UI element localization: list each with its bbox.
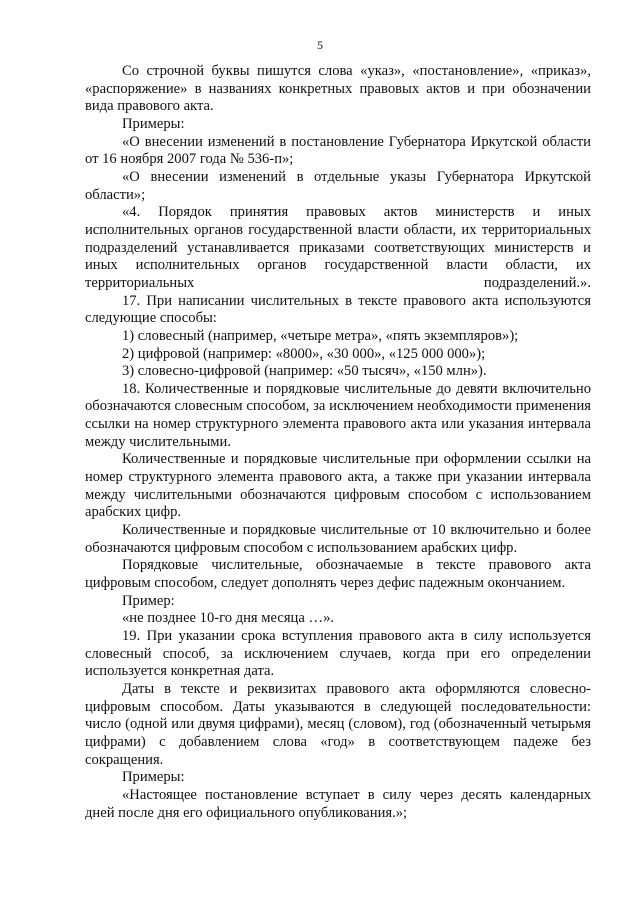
paragraph-examples-heading-2: Примеры:: [122, 769, 185, 786]
document-body: [85, 63, 591, 822]
paragraph-lowercase-rule: Со строчной буквы пишутся слова «указ», «постановление», «приказ», «распоряжение» в названиях конкретных правовых актов и при обозначении вида правового акта.: [85, 63, 591, 115]
paragraph-example-day-of-month: «не позднее 10-го дня месяца …».: [122, 610, 335, 627]
paragraph-dates-format: Даты в тексте и реквизитах правового акта оформляются словесно-цифровым способом. Даты указываются в следующей последовательности: число (одной или двумя цифрами), месяц (словом), год (обозначенный четырьмя цифрами) с добавлением слова «год» в соответствующем падеже без сокращения.: [85, 680, 591, 768]
paragraph-numerals-references: Количественные и порядковые числительные при оформлении ссылки на номер структурного элемента правового акта, а также при указании интервала между числительными обозначаются цифровым способом с использованием арабских цифр.: [85, 451, 591, 521]
list-item-verbal: 1) словесный (например, «четыре метра», «пять экземпляров»);: [122, 327, 519, 344]
paragraph-numerals-from-10: Количественные и порядковые числительные от 10 включительно и более обозначаются цифровым способом с использованием арабских цифр.: [85, 522, 591, 556]
paragraph-ordinal-suffix: Порядковые числительные, обозначаемые в тексте правового акта цифровым способом, следует дополнять через дефис падежным окончанием.: [85, 557, 591, 592]
page-number: 5: [317, 38, 323, 52]
paragraph-examples-heading: Примеры:: [122, 115, 185, 132]
paragraph-item-19: 19. При указании срока вступления правового акта в силу используется словесный способ, за исключением случаев, когда при его определении используется конкретная дата.: [85, 628, 591, 680]
paragraph-example-item-4: «4. Порядок принятия правовых актов министерств и иных исполнительных органов государственной власти области, их территориальных подразделений устанавливается приказами соответствующих министерств и иных исполнительных органов государственной власти области, их территориальных подразделений.».: [85, 204, 591, 291]
list-item-digital: 2) цифровой (например: «8000», «30 000», «125 000 000»);: [122, 345, 486, 362]
paragraph-example-heading: Пример:: [122, 592, 175, 609]
paragraph-example-effective-date: «Настоящее постановление вступает в силу через десять календарных дней после дня его официального опубликования.»;: [85, 786, 591, 821]
paragraph-item-17: 17. При написании числительных в тексте правового акта используются следующие способы:: [85, 292, 591, 327]
paragraph-example-ukaz-title: «О внесении изменений в отдельные указы Губернатора Иркутской области»;: [85, 168, 591, 203]
paragraph-item-18: 18. Количественные и порядковые числительные до девяти включительно обозначаются словесным способом, за исключением необходимости применения ссылки на номер структурного элемента правового акта или указания интервала между числительными.: [85, 380, 591, 450]
list-item-verbal-digital: 3) словесно-цифровой (например: «50 тысяч», «150 млн»).: [122, 363, 487, 380]
paragraph-example-decree-title: «О внесении изменений в постановление Губернатора Иркутской области от 16 ноября 2007 года № 536-п»;: [85, 133, 591, 168]
